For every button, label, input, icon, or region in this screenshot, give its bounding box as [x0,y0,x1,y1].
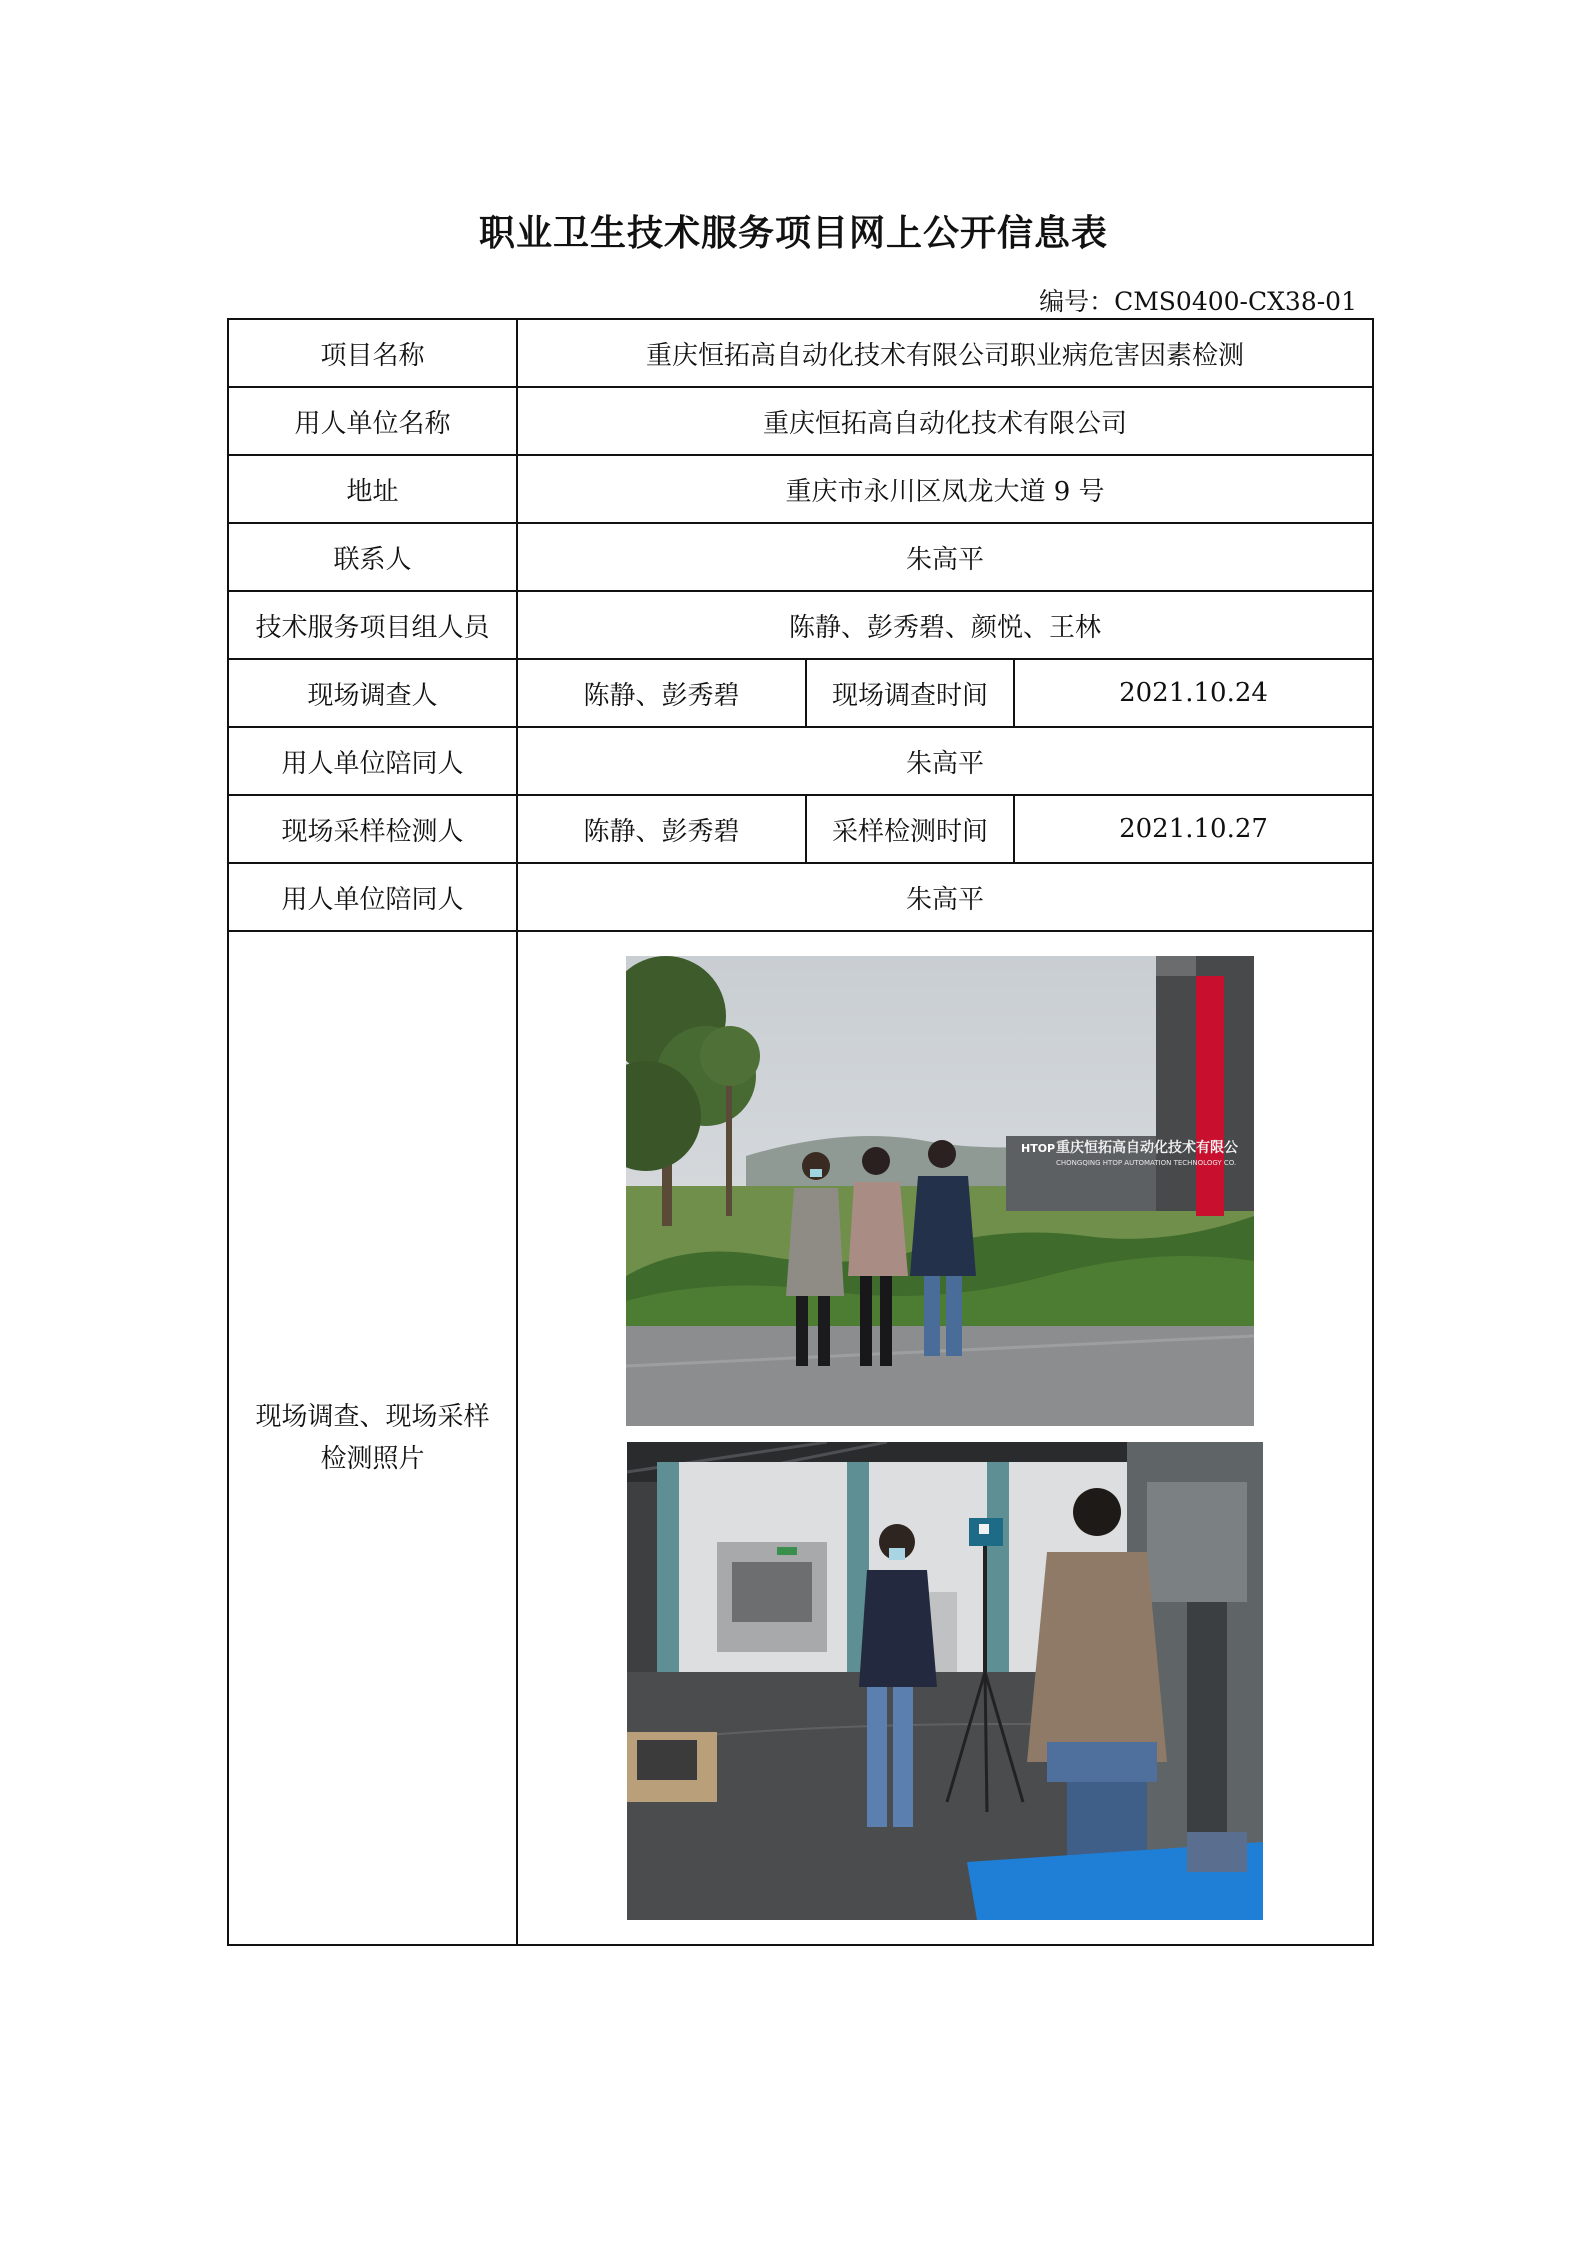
sampling-person-value: 陈静、彭秀碧 [517,795,806,863]
photo-indoor-image [627,1442,1263,1920]
row-survey [228,659,1373,727]
row-employer-name [228,387,1373,455]
row-team [228,591,1373,659]
survey-time-label: 现场调查时间 [806,659,1014,727]
survey-escort-label: 用人单位陪同人 [228,727,517,795]
row-project-name [228,319,1373,387]
contact-value: 朱高平 [517,523,1373,591]
photos-cell [517,931,1373,1945]
sampling-time-value: 2021.10.27 [1014,795,1373,863]
sampling-escort-label: 用人单位陪同人 [228,863,517,931]
photo-outdoor-survey [626,956,1254,1426]
team-value: 陈静、彭秀碧、颜悦、王林 [517,591,1373,659]
survey-escort-value: 朱高平 [517,727,1373,795]
info-table [227,318,1374,1946]
sampling-person-label: 现场采样检测人 [228,795,517,863]
sampling-time-label: 采样检测时间 [806,795,1014,863]
photos-label [228,931,517,1945]
project-name-value: 重庆恒拓高自动化技术有限公司职业病危害因素检测 [517,319,1373,387]
row-sampling [228,795,1373,863]
photo1-sign-en: CHONGQING HTOP AUTOMATION TECHNOLOGY CO. [1056,1159,1237,1167]
photo-indoor-sampling [627,1442,1263,1920]
employer-name-value: 重庆恒拓高自动化技术有限公司 [517,387,1373,455]
employer-name-label: 用人单位名称 [228,387,517,455]
address-label: 地址 [228,455,517,523]
photos-label-line2: 检测照片 [320,1444,425,1474]
contact-label: 联系人 [228,523,517,591]
row-contact [228,523,1373,591]
survey-time-value: 2021.10.24 [1014,659,1373,727]
row-photos [228,931,1373,1945]
team-label: 技术服务项目组人员 [228,591,517,659]
row-address [228,455,1373,523]
sampling-escort-value: 朱高平 [517,863,1373,931]
row-sampling-escort [228,863,1373,931]
document-title: 职业卫生技术服务项目网上公开信息表 [478,212,1108,254]
address-value: 重庆市永川区凤龙大道 9 号 [517,455,1373,523]
survey-person-label: 现场调查人 [228,659,517,727]
photo-stack [524,956,1366,1920]
photo-outdoor-image [626,956,1254,1426]
photo1-sign-logo: HTOP [1021,1142,1056,1155]
survey-person-value: 陈静、彭秀碧 [517,659,806,727]
project-name-label: 项目名称 [228,319,517,387]
row-survey-escort [228,727,1373,795]
document-number: 编号：CMS0400-CX38-01 [1039,287,1357,316]
photos-label-line1: 现场调查、现场采样 [255,1402,490,1432]
photo1-sign-cn: 重庆恒拓高自动化技术有限公 [1056,1140,1238,1156]
